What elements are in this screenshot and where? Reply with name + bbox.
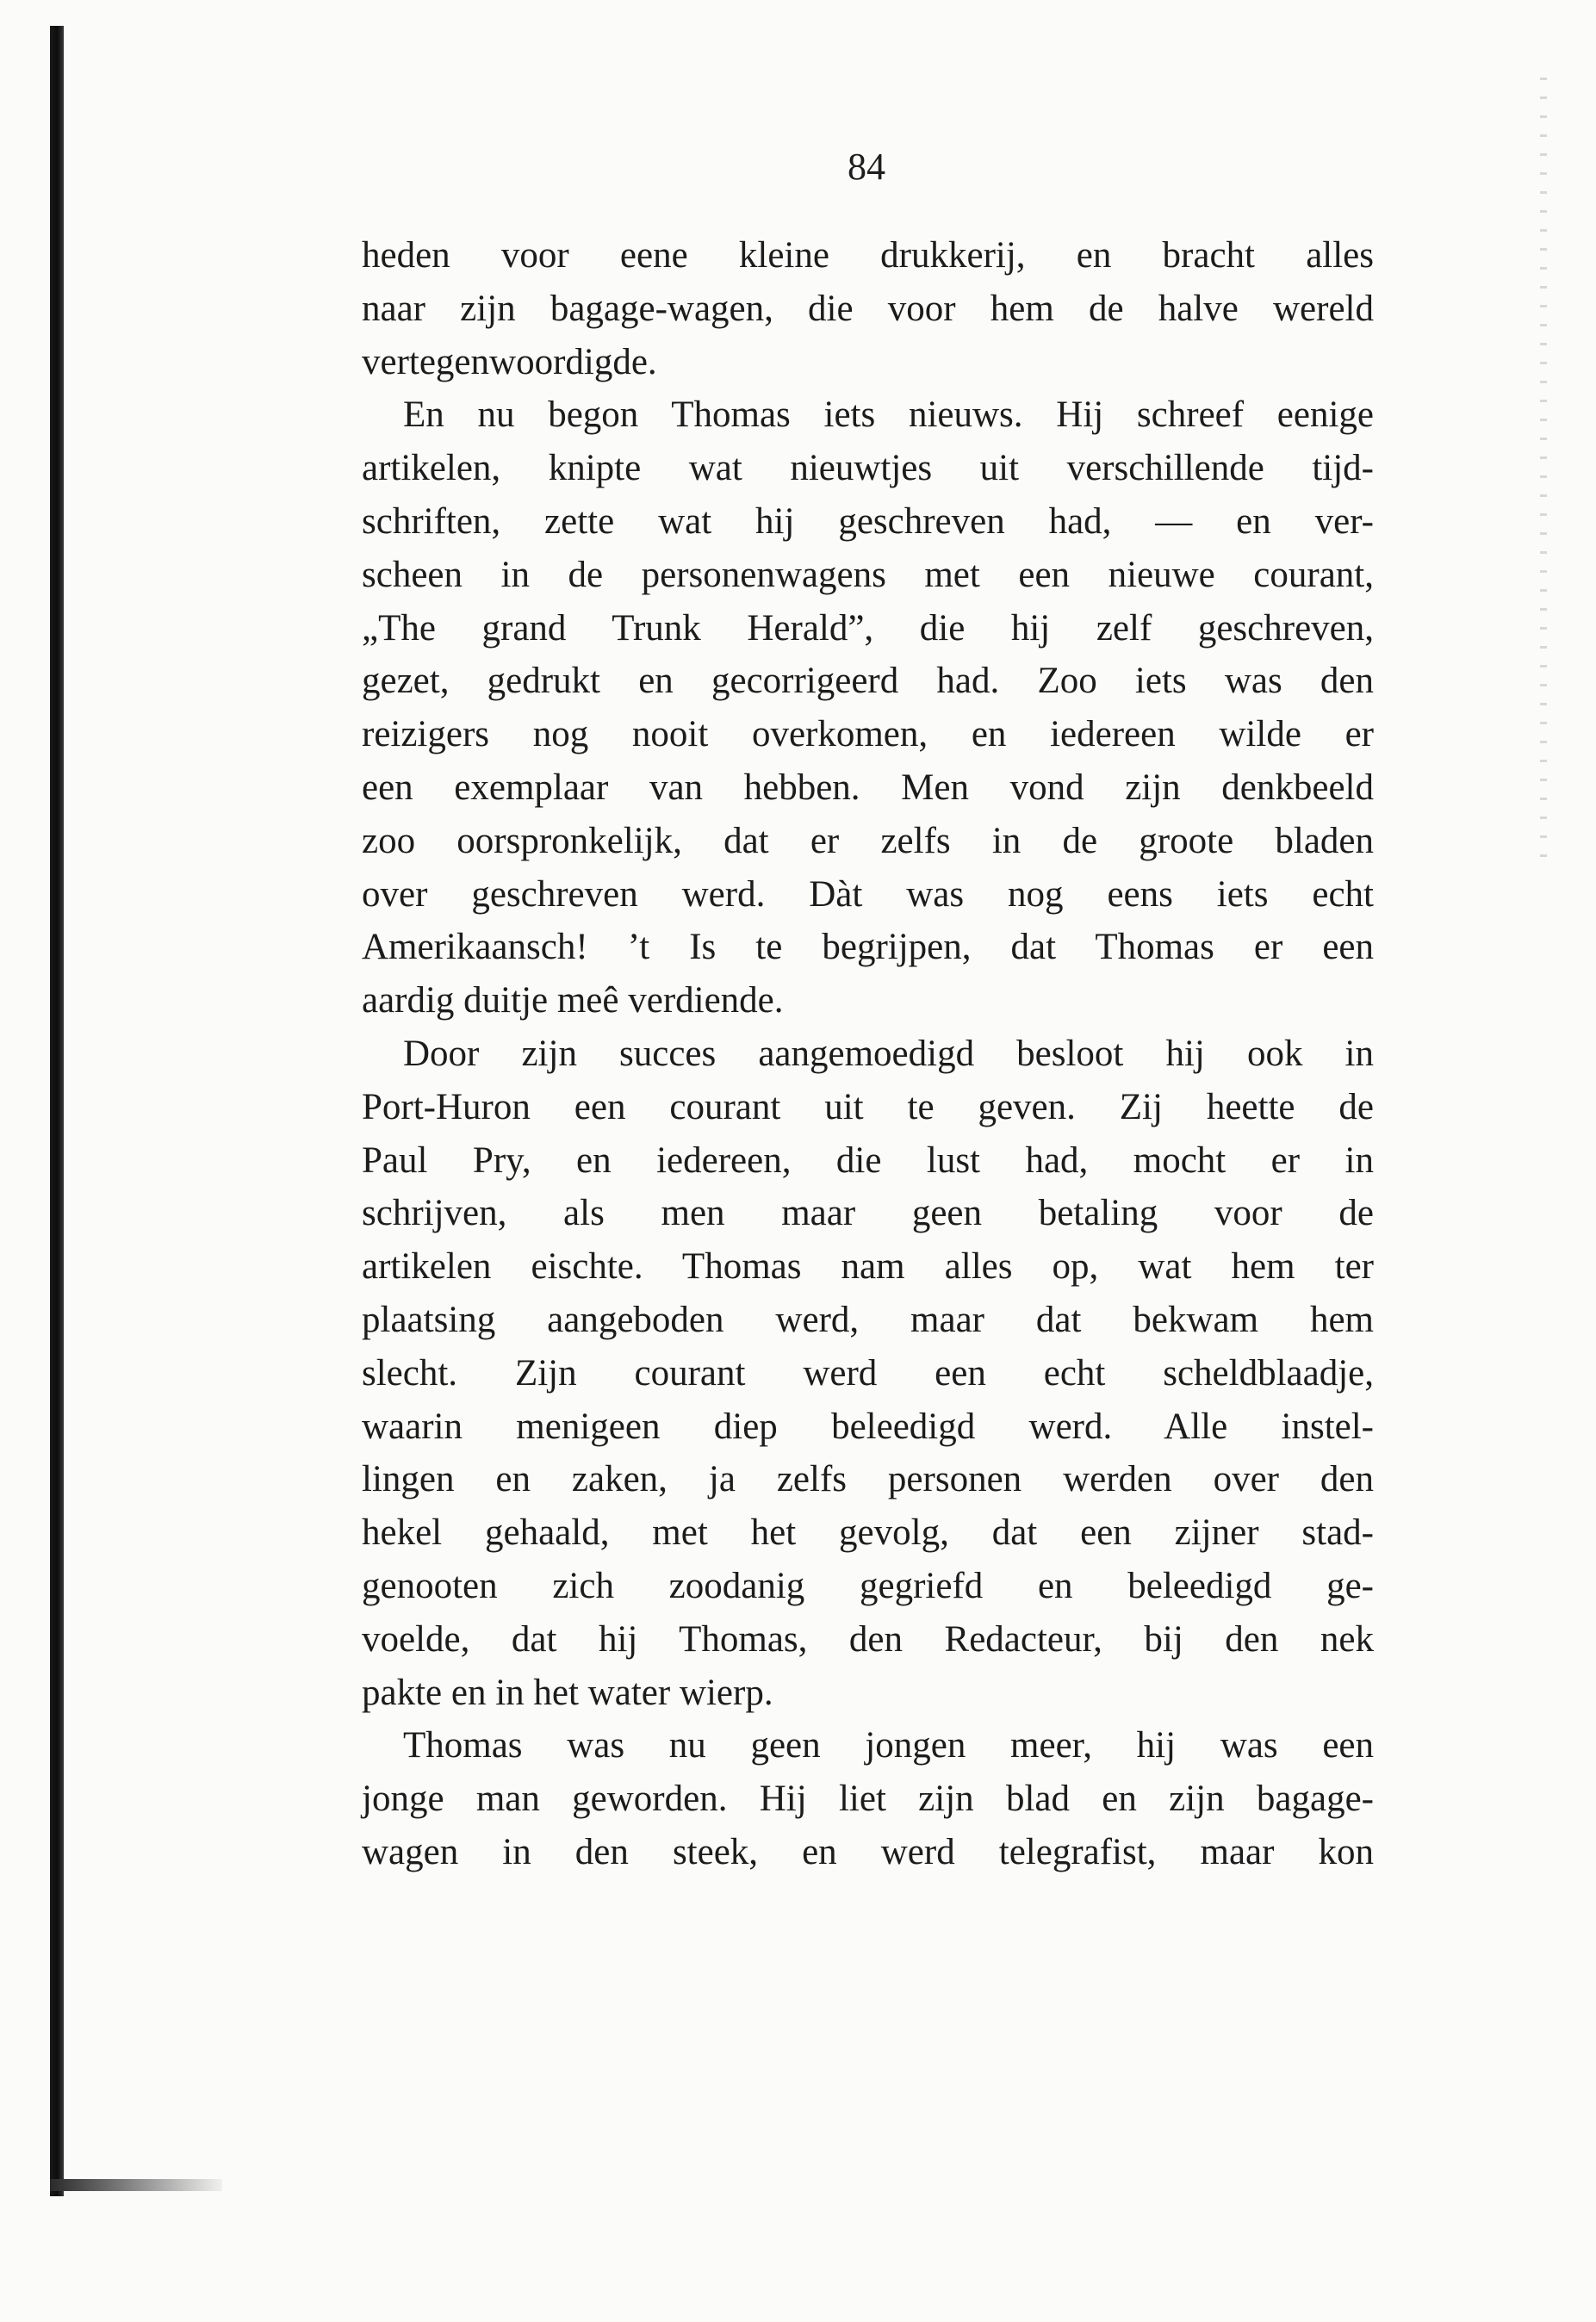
text-line: jonge man geworden. Hij liet zijn blad en zijn bagage- bbox=[362, 1779, 1374, 1820]
binding-edge bbox=[50, 26, 64, 2196]
text-line: zoo oorspronkelijk, dat er zelfs in de groote bladen bbox=[362, 820, 1374, 861]
text-line: reizigers nog nooit overkomen, en iedereen wilde er bbox=[362, 714, 1374, 755]
text-line: Thomas was nu geen jongen meer, hij was een bbox=[403, 1725, 1374, 1766]
text-line: lingen en zaken, ja zelfs personen werden over den bbox=[362, 1459, 1374, 1500]
text-line: naar zijn bagage-wagen, die voor hem de halve wereld bbox=[362, 288, 1374, 329]
text-line: Port-Huron een courant uit te geven. Zij heette de bbox=[362, 1086, 1374, 1127]
text-line: artikelen eischte. Thomas nam alles op, wat hem ter bbox=[362, 1246, 1374, 1288]
body-text bbox=[362, 229, 1374, 1879]
text-line: hekel gehaald, met het gevolg, dat een zijner stad- bbox=[362, 1512, 1374, 1554]
text-line: heden voor eene kleine drukkerij, en bracht alles bbox=[362, 235, 1374, 276]
text-line: scheen in de personenwagens met een nieuwe courant, bbox=[362, 554, 1374, 595]
text-line: vertegenwoordigde. bbox=[362, 341, 657, 382]
text-line: voelde, dat hij Thomas, den Redacteur, bij den nek bbox=[362, 1618, 1374, 1660]
text-line: plaatsing aangeboden werd, maar dat bekwam hem bbox=[362, 1299, 1374, 1340]
binding-edge-foot bbox=[50, 2179, 222, 2191]
text-line: aardig duitje meê verdiende. bbox=[362, 980, 784, 1021]
page-number: 84 bbox=[848, 146, 885, 188]
paragraph bbox=[362, 1719, 1374, 1878]
paragraph bbox=[362, 388, 1374, 1028]
paragraph bbox=[362, 1028, 1374, 1719]
text-line: genooten zich zoodanig gegriefd en beleedigd ge- bbox=[362, 1565, 1374, 1606]
text-line: een exemplaar van hebben. Men vond zijn denkbeeld bbox=[362, 767, 1374, 808]
text-line: gezet, gedrukt en gecorrigeerd had. Zoo iets was den bbox=[362, 661, 1374, 702]
paragraph bbox=[362, 229, 1374, 388]
text-line: „The grand Trunk Herald”, die hij zelf geschreven, bbox=[362, 607, 1374, 649]
text-line: wagen in den steek, en werd telegrafist, maar kon bbox=[362, 1831, 1374, 1872]
text-line: schriften, zette wat hij geschreven had, — en ver- bbox=[362, 500, 1374, 542]
text-line: slecht. Zijn courant werd een echt scheldblaadje, bbox=[362, 1352, 1374, 1394]
text-line: Door zijn succes aangemoedigd besloot hij ook in bbox=[403, 1033, 1374, 1074]
text-line: waarin menigeen diep beleedigd werd. Alle instel- bbox=[362, 1406, 1374, 1447]
text-line: Paul Pry, en iedereen, die lust had, mocht er in bbox=[362, 1139, 1374, 1181]
text-line: pakte en in het water wierp. bbox=[362, 1672, 773, 1713]
text-line: artikelen, knipte wat nieuwtjes uit verschillende tijd- bbox=[362, 448, 1374, 489]
text-line: schrijven, als men maar geen betaling voor de bbox=[362, 1193, 1374, 1234]
text-line: over geschreven werd. Dàt was nog eens iets echt bbox=[362, 873, 1374, 915]
margin-speckle bbox=[1540, 78, 1547, 870]
text-line: Amerikaansch! ’t Is te begrijpen, dat Thomas er een bbox=[362, 927, 1374, 968]
text-line: En nu begon Thomas iets nieuws. Hij schreef eenige bbox=[403, 394, 1374, 436]
